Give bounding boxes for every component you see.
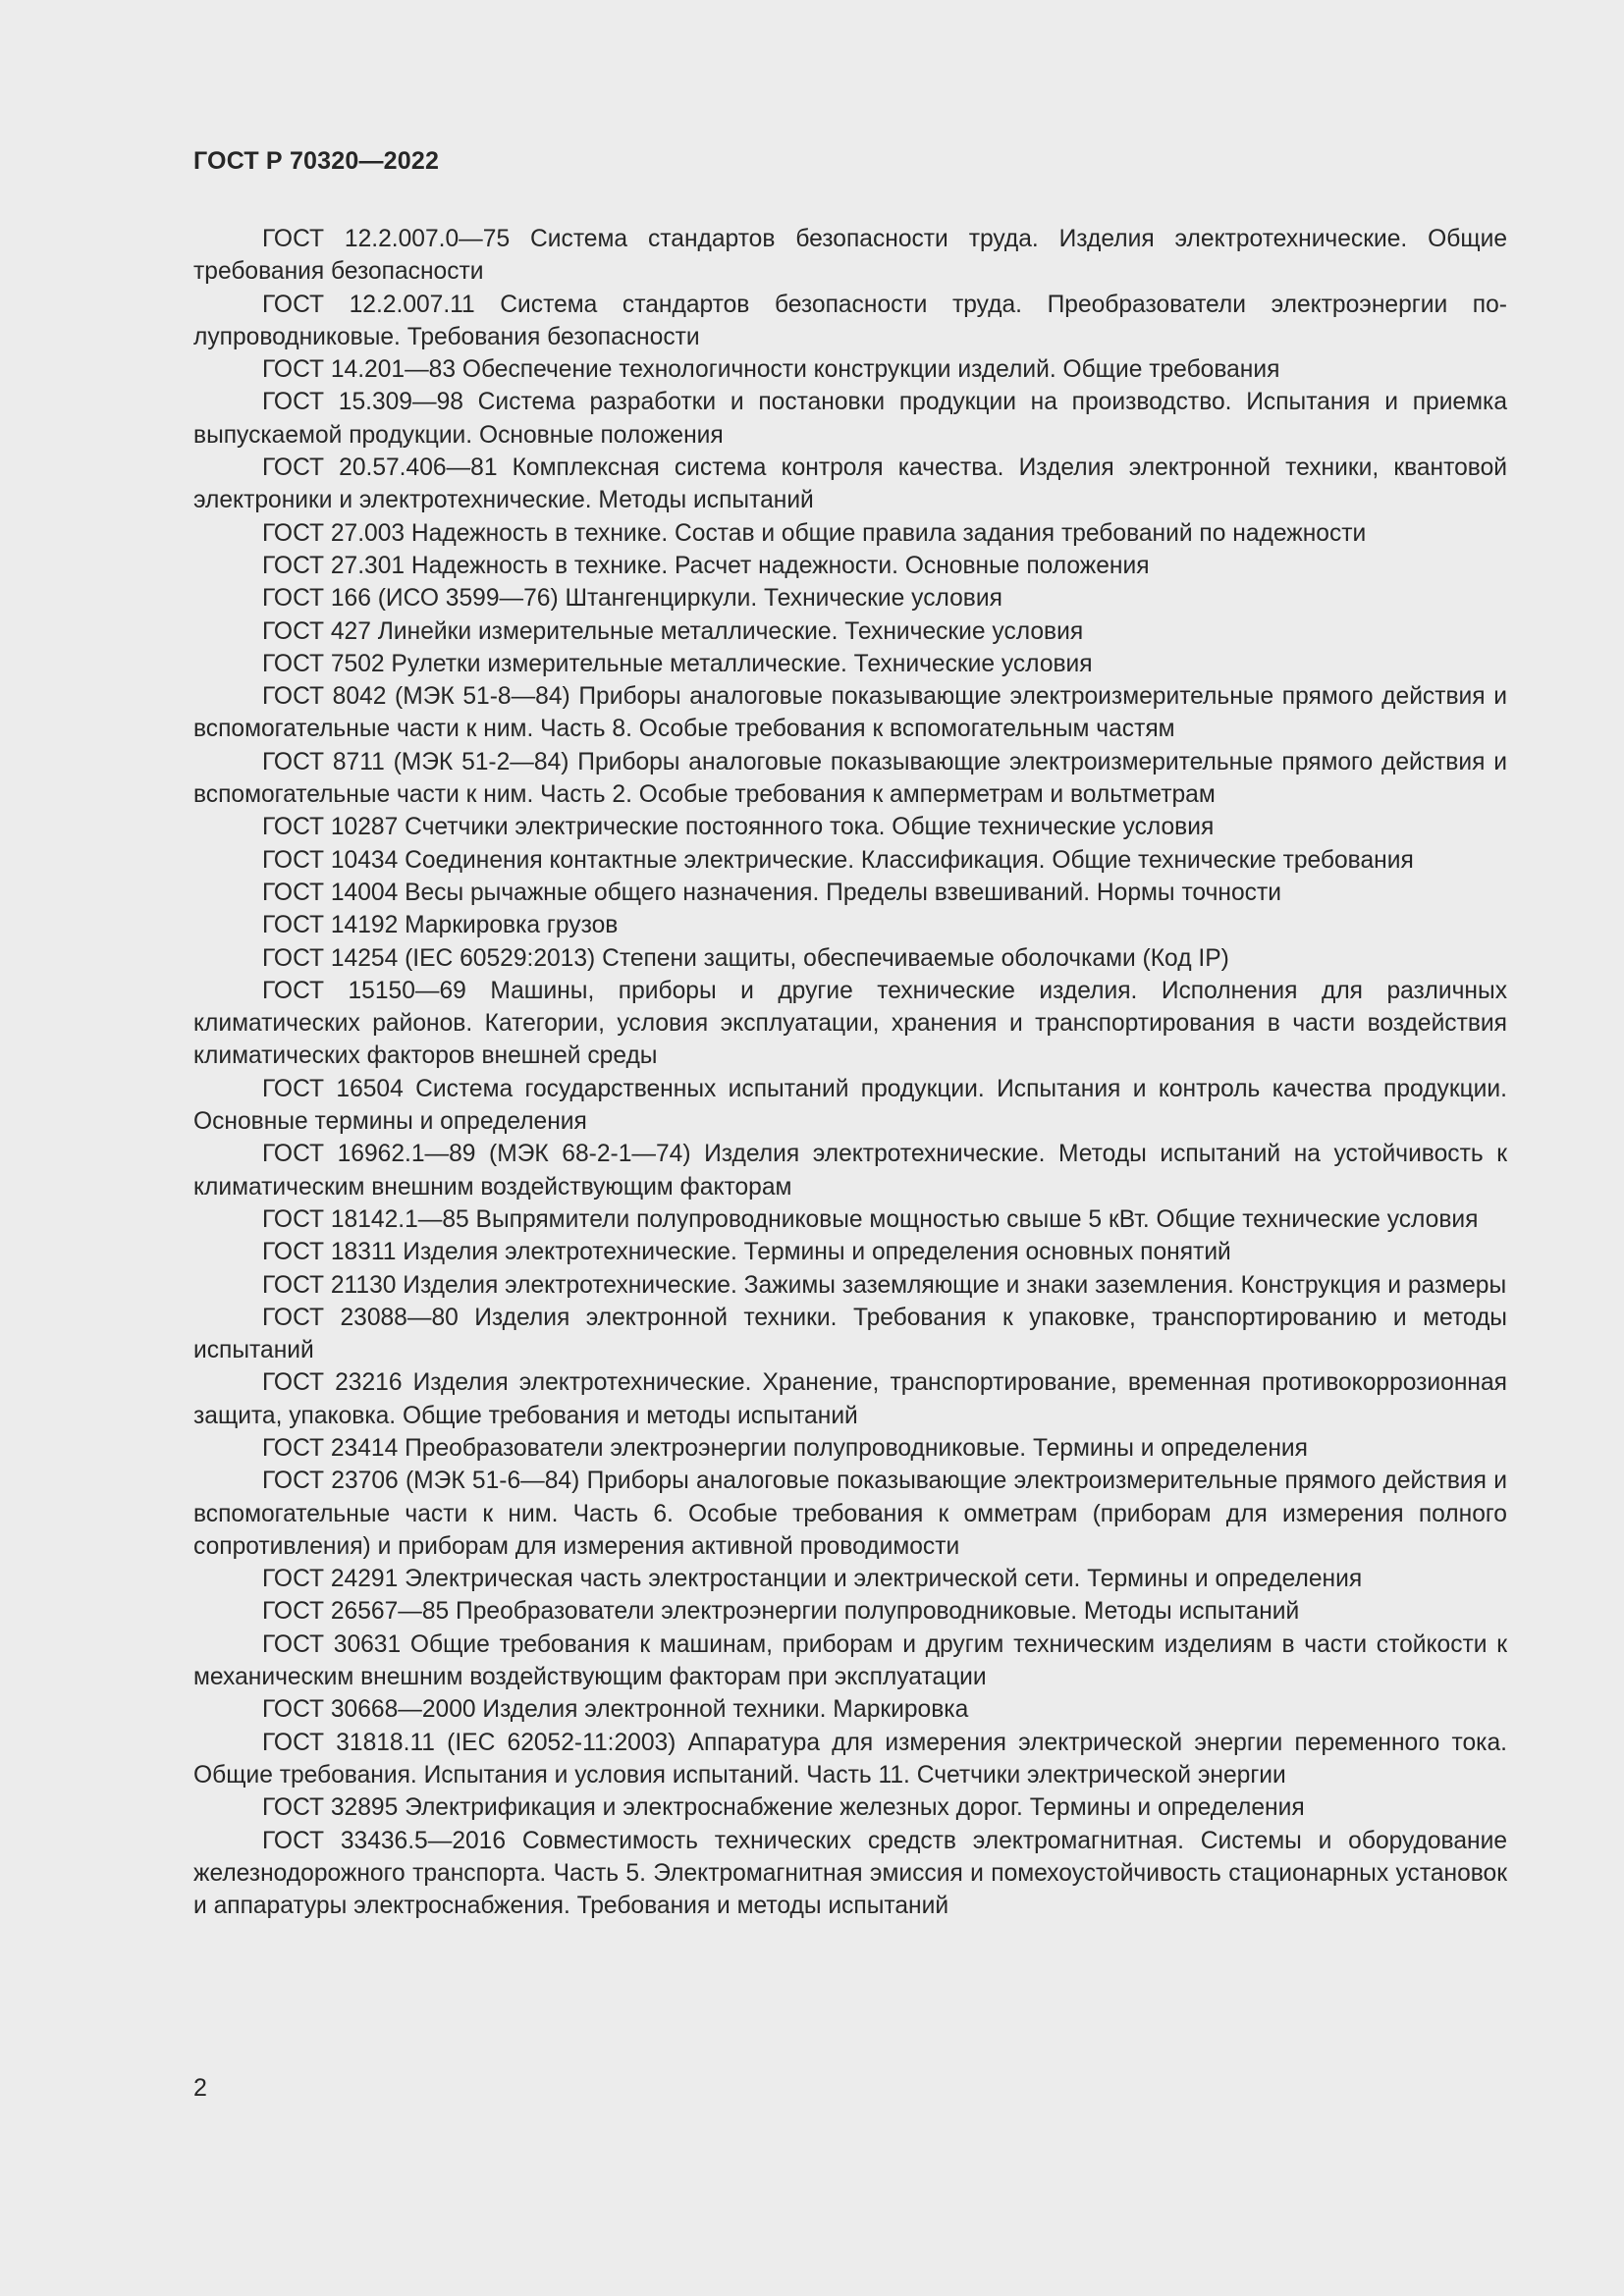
reference-item: ГОСТ 21130 Изделия электротехнические. Зажимы заземляющие и знаки заземления. Конструкция и размеры bbox=[262, 1271, 1507, 1299]
reference-item: ГОСТ 32895 Электрификация и электроснабжение железных дорог. Термины и определения bbox=[262, 1794, 1305, 1822]
reference-item: ГОСТ 24291 Электрическая часть электростанции и электрической сети. Термины и определения bbox=[262, 1566, 1363, 1593]
reference-item: ГОСТ 30631 Общие требования к машинам, приборам и другим техническим изделиям в части стойкости к механическим внешним воздействующим факторам при эксплуатации bbox=[193, 1630, 1507, 1691]
reference-item: ГОСТ 166 (ИСО 3599—76) Штангенциркули. Технические условия bbox=[262, 585, 1002, 613]
reference-item: ГОСТ 427 Линейки измерительные металлические. Технические условия bbox=[262, 617, 1084, 645]
reference-item: ГОСТ 10434 Соединения контактные электрические. Классификация. Общие технические требования bbox=[262, 846, 1414, 874]
reference-item: ГОСТ 26567—85 Преобразователи электроэнергии полупроводниковые. Методы испытаний bbox=[262, 1598, 1300, 1626]
reference-item: ГОСТ 18142.1—85 Выпрямители полупроводниковые мощностью свыше 5 кВт. Общие технические условия bbox=[262, 1205, 1479, 1233]
reference-item: ГОСТ 8042 (МЭК 51-8—84) Приборы аналоговые показывающие электроизмерительные прямого действия и вспомогательные части к ним. Часть 8. Особые требования к вспомогательным частям bbox=[193, 683, 1507, 743]
reference-item: ГОСТ 10287 Счетчики электрические постоянного тока. Общие технические условия bbox=[262, 814, 1215, 841]
document-header: ГОСТ Р 70320—2022 bbox=[193, 147, 440, 175]
reference-item: ГОСТ 30668—2000 Изделия электронной техники. Маркировка bbox=[262, 1696, 969, 1724]
reference-item: ГОСТ 15.309—98 Система разработки и постановки продукции на производство. Испытания и приемка выпускаемой продукции. Основные положения bbox=[193, 389, 1507, 449]
reference-item: ГОСТ 16504 Система государственных испытаний продукции. Испытания и контроль качества продукции. Основные термины и определения bbox=[193, 1075, 1507, 1136]
reference-item: ГОСТ 27.003 Надежность в технике. Состав и общие правила задания требований по надежности bbox=[262, 519, 1367, 547]
reference-item: ГОСТ 23088—80 Изделия электронной техники. Требования к упаковке, транспортированию и методы испытаний bbox=[193, 1304, 1507, 1364]
reference-item: ГОСТ 14004 Весы рычажные общего назначения. Пределы взвешиваний. Нормы точности bbox=[262, 879, 1281, 906]
reference-item: ГОСТ 12.2.007.11 Система стандартов безопасности труда. Преобразователи электроэнергии полупроводниковые. Требования безопасности bbox=[193, 291, 1507, 350]
reference-item: ГОСТ 23414 Преобразователи электроэнергии полупроводниковые. Термины и определения bbox=[262, 1434, 1308, 1462]
normative-references-list bbox=[193, 223, 1507, 1922]
reference-item: ГОСТ 12.2.007.0—75 Система стандартов безопасности труда. Изделия электротехнические. Общие требования безопасности bbox=[193, 226, 1507, 286]
reference-item: ГОСТ 31818.11 (IEC 62052-11:2003) Аппаратура для измерения электрической энергии переменного тока. Общие требования. Испытания и условия испытаний. Часть 11. Счетчики электрической энергии bbox=[193, 1729, 1507, 1789]
reference-item: ГОСТ 18311 Изделия электротехнические. Термины и определения основных понятий bbox=[262, 1239, 1231, 1266]
reference-item: ГОСТ 27.301 Надежность в технике. Расчет надежности. Основные положения bbox=[262, 552, 1150, 579]
reference-item: ГОСТ 7502 Рулетки измерительные металлические. Технические условия bbox=[262, 650, 1093, 677]
reference-item: ГОСТ 8711 (МЭК 51-2—84) Приборы аналоговые показывающие электроизмерительные прямого действия и вспомогательные части к ним. Часть 2. Особые требования к амперметрам и вольтметрам bbox=[193, 748, 1507, 809]
reference-item: ГОСТ 14.201—83 Обеспечение технологичности конструкции изделий. Общие требования bbox=[262, 356, 1280, 384]
reference-item: ГОСТ 20.57.406—81 Комплексная система контроля качества. Изделия электронной техники, квантовой электроники и электротехнические. Методы испытаний bbox=[193, 454, 1507, 514]
reference-item: ГОСТ 15150—69 Машины, приборы и другие технические изделия. Исполнения для различных климатических районов. Категории, условия эксплуатации, хранения и транспортирования в части воздействия климатических факторов внешней среды bbox=[193, 977, 1507, 1070]
reference-item: ГОСТ 23706 (МЭК 51-6—84) Приборы аналоговые показывающие электроизмерительные прямого действия и вспомогательные части к ним. Часть 6. Особые требования к омметрам (приборам для измерения полного сопротивления) и приборам для измерения активной проводимости bbox=[193, 1468, 1507, 1560]
page-number: 2 bbox=[193, 2074, 207, 2102]
reference-item: ГОСТ 23216 Изделия электротехнические. Хранение, транспортирование, временная противокоррозионная защита, упаковка. Общие требования и методы испытаний bbox=[193, 1369, 1507, 1429]
reference-item: ГОСТ 16962.1—89 (МЭК 68-2-1—74) Изделия электротехнические. Методы испытаний на устойчивость к климатическим внешним воздействующим факторам bbox=[193, 1141, 1507, 1201]
reference-item: ГОСТ 14254 (IEC 60529:2013) Степени защиты, обеспечиваемые оболочками (Код IP) bbox=[262, 944, 1229, 972]
reference-item: ГОСТ 14192 Маркировка грузов bbox=[262, 912, 619, 939]
reference-item: ГОСТ 33436.5—2016 Совместимость технических средств электромагнитная. Системы и оборудование железнодорожного транспорта. Часть 5. Электромагнитная эмиссия и помехоустойчивость стационарных установок и аппаратуры электроснабжения. Требования и методы испытаний bbox=[193, 1827, 1507, 1920]
